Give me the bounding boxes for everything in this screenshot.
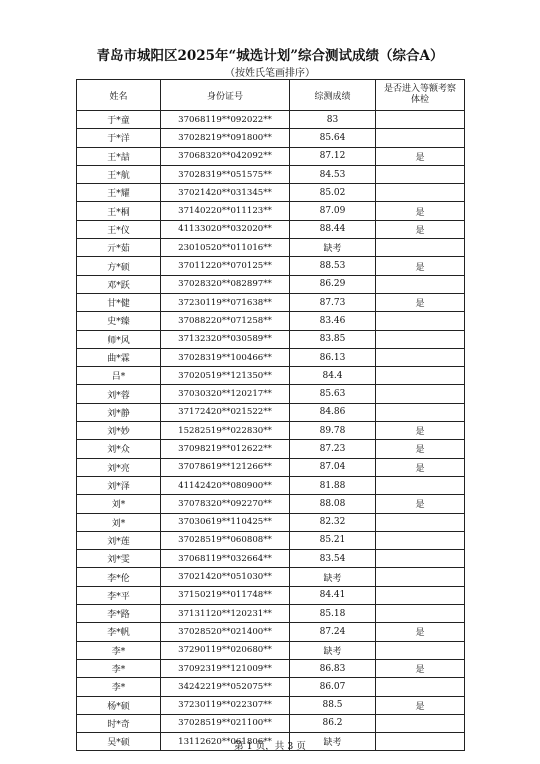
- table-row: [77, 111, 465, 129]
- cell-score: 缺考: [290, 733, 376, 751]
- cell-check: [376, 111, 465, 129]
- cell-id: 37068119**032664**: [161, 550, 290, 568]
- cell-id: 37068320**042092**: [161, 147, 290, 165]
- cell-score: 87.04: [290, 458, 376, 476]
- cell-check: 是: [376, 220, 465, 238]
- cell-name: 刘*众: [77, 440, 161, 458]
- cell-name: 方*硕: [77, 257, 161, 275]
- page-footer: 第 1 页，共 3 页: [234, 741, 306, 752]
- cell-score: 86.83: [290, 659, 376, 677]
- cell-name: 刘*妙: [77, 422, 161, 440]
- cell-check: 是: [376, 458, 465, 476]
- cell-check: [376, 550, 465, 568]
- cell-score: 84.41: [290, 586, 376, 604]
- table-row: [77, 220, 465, 238]
- cell-score: 83.85: [290, 330, 376, 348]
- table-row: [77, 714, 465, 732]
- cell-name: 刘*蓉: [77, 385, 161, 403]
- cell-id: 37021420**051030**: [161, 568, 290, 586]
- cell-id: 37078320**092270**: [161, 495, 290, 513]
- table-row: [77, 293, 465, 311]
- table-row: [77, 330, 465, 348]
- cell-name: 时*奇: [77, 714, 161, 732]
- cell-id: 37230119**071638**: [161, 293, 290, 311]
- cell-id: 37078619**121266**: [161, 458, 290, 476]
- cell-score: 85.21: [290, 531, 376, 549]
- cell-score: 89.78: [290, 422, 376, 440]
- cell-id: 13112620**061806**: [161, 733, 290, 751]
- cell-name: 王*航: [77, 165, 161, 183]
- cell-score: 82.32: [290, 513, 376, 531]
- cell-name: 李*帆: [77, 623, 161, 641]
- cell-name: 甘*健: [77, 293, 161, 311]
- cell-score: 84.4: [290, 367, 376, 385]
- cell-id: 37132320**030589**: [161, 330, 290, 348]
- score-table: [76, 79, 465, 751]
- cell-id: 37011220**070125**: [161, 257, 290, 275]
- table-row: [77, 495, 465, 513]
- cell-name: 王*仪: [77, 220, 161, 238]
- table-row: [77, 568, 465, 586]
- cell-score: 87.24: [290, 623, 376, 641]
- table-row: [77, 422, 465, 440]
- cell-check: [376, 513, 465, 531]
- cell-check: [376, 367, 465, 385]
- table-row: [77, 385, 465, 403]
- cell-score: 86.07: [290, 678, 376, 696]
- table-row: [77, 641, 465, 659]
- cell-id: 37068119**092022**: [161, 111, 290, 129]
- cell-id: 37290119**020680**: [161, 641, 290, 659]
- cell-check: [376, 385, 465, 403]
- cell-check: 是: [376, 257, 465, 275]
- table-body: [77, 111, 465, 751]
- table-row: [77, 147, 465, 165]
- table-row: [77, 678, 465, 696]
- cell-score: 85.64: [290, 129, 376, 147]
- cell-name: 亓*茹: [77, 239, 161, 257]
- table-row: [77, 403, 465, 421]
- cell-check: 是: [376, 623, 465, 641]
- cell-name: 王*耀: [77, 184, 161, 202]
- cell-name: 刘*: [77, 495, 161, 513]
- cell-id: 37028319**100466**: [161, 348, 290, 366]
- cell-id: 37028219**091800**: [161, 129, 290, 147]
- cell-score: 83.46: [290, 312, 376, 330]
- cell-check: 是: [376, 202, 465, 220]
- cell-score: 缺考: [290, 239, 376, 257]
- cell-id: 37021420**031345**: [161, 184, 290, 202]
- cell-name: 李*: [77, 678, 161, 696]
- table-row: [77, 476, 465, 494]
- cell-id: 15282519**022830**: [161, 422, 290, 440]
- cell-id: 37150219**011748**: [161, 586, 290, 604]
- cell-name: 刘*: [77, 513, 161, 531]
- cell-check: [376, 184, 465, 202]
- cell-name: 李*平: [77, 586, 161, 604]
- cell-name: 李*: [77, 641, 161, 659]
- header-check: 是否进入等额考察体检: [376, 80, 465, 111]
- cell-name: 吕*: [77, 367, 161, 385]
- table-row: [77, 202, 465, 220]
- cell-check: [376, 275, 465, 293]
- table-row: [77, 513, 465, 531]
- table-row: [77, 184, 465, 202]
- cell-name: 邓*跃: [77, 275, 161, 293]
- cell-check: [376, 476, 465, 494]
- cell-score: 85.63: [290, 385, 376, 403]
- cell-check: [376, 605, 465, 623]
- cell-score: 85.02: [290, 184, 376, 202]
- table-row: [77, 275, 465, 293]
- table-row: [77, 367, 465, 385]
- cell-id: 37020519**121350**: [161, 367, 290, 385]
- cell-id: 41133020**032020**: [161, 220, 290, 238]
- document-title: 青岛市城阳区2025年“城选计划”综合测试成绩（综合A）: [96, 48, 444, 64]
- cell-name: 于*洋: [77, 129, 161, 147]
- cell-name: 刘*亮: [77, 458, 161, 476]
- header-score: 综测成绩: [290, 80, 376, 111]
- cell-score: 87.09: [290, 202, 376, 220]
- cell-id: 41142420**080900**: [161, 476, 290, 494]
- cell-check: 是: [376, 495, 465, 513]
- table-row: [77, 623, 465, 641]
- cell-name: 刘*莲: [77, 531, 161, 549]
- table-row: [77, 659, 465, 677]
- cell-score: 84.86: [290, 403, 376, 421]
- cell-check: [376, 641, 465, 659]
- cell-score: 85.18: [290, 605, 376, 623]
- cell-id: 37098219**012622**: [161, 440, 290, 458]
- cell-score: 83: [290, 111, 376, 129]
- table-row: [77, 586, 465, 604]
- cell-score: 87.23: [290, 440, 376, 458]
- cell-name: 李*路: [77, 605, 161, 623]
- cell-check: [376, 714, 465, 732]
- cell-id: 37028519**021100**: [161, 714, 290, 732]
- table-row: [77, 531, 465, 549]
- table-row: [77, 348, 465, 366]
- cell-id: 37172420**021522**: [161, 403, 290, 421]
- cell-score: 86.2: [290, 714, 376, 732]
- cell-id: 37088220**071258**: [161, 312, 290, 330]
- cell-score: 88.5: [290, 696, 376, 714]
- cell-check: [376, 568, 465, 586]
- cell-check: [376, 312, 465, 330]
- table-row: [77, 605, 465, 623]
- cell-name: 史*臻: [77, 312, 161, 330]
- cell-score: 86.13: [290, 348, 376, 366]
- cell-name: 吴*硕: [77, 733, 161, 751]
- cell-check: [376, 348, 465, 366]
- table-header-row: [77, 80, 465, 111]
- cell-id: 37028520**021400**: [161, 623, 290, 641]
- table-row: [77, 696, 465, 714]
- cell-name: 师*风: [77, 330, 161, 348]
- document-subtitle: （按姓氏笔画排序）: [225, 68, 315, 79]
- cell-check: 是: [376, 293, 465, 311]
- cell-score: 缺考: [290, 641, 376, 659]
- cell-name: 刘*静: [77, 403, 161, 421]
- cell-id: 23010520**011016**: [161, 239, 290, 257]
- cell-id: 37131120**120231**: [161, 605, 290, 623]
- header-id: 身份证号: [161, 80, 290, 111]
- table-row: [77, 165, 465, 183]
- cell-id: 34242219**052075**: [161, 678, 290, 696]
- cell-name: 王*桐: [77, 202, 161, 220]
- cell-id: 37092319**121009**: [161, 659, 290, 677]
- cell-check: 是: [376, 147, 465, 165]
- table-row: [77, 129, 465, 147]
- cell-score: 88.53: [290, 257, 376, 275]
- cell-name: 曲*霖: [77, 348, 161, 366]
- cell-score: 88.08: [290, 495, 376, 513]
- cell-check: [376, 678, 465, 696]
- cell-id: 37140220**011123**: [161, 202, 290, 220]
- cell-check: 是: [376, 440, 465, 458]
- cell-id: 37030619**110425**: [161, 513, 290, 531]
- table-row: [77, 458, 465, 476]
- cell-check: 是: [376, 696, 465, 714]
- cell-id: 37028519**060808**: [161, 531, 290, 549]
- cell-check: [376, 403, 465, 421]
- cell-id: 37030320**120217**: [161, 385, 290, 403]
- cell-check: [376, 239, 465, 257]
- cell-check: 是: [376, 422, 465, 440]
- cell-score: 86.29: [290, 275, 376, 293]
- header-name: 姓名: [77, 80, 161, 111]
- cell-score: 87.12: [290, 147, 376, 165]
- table-row: [77, 312, 465, 330]
- cell-check: [376, 129, 465, 147]
- cell-name: 刘*泽: [77, 476, 161, 494]
- cell-id: 37028319**051575**: [161, 165, 290, 183]
- cell-score: 81.88: [290, 476, 376, 494]
- table-row: [77, 550, 465, 568]
- cell-score: 83.54: [290, 550, 376, 568]
- cell-check: [376, 165, 465, 183]
- cell-score: 88.44: [290, 220, 376, 238]
- cell-score: 87.73: [290, 293, 376, 311]
- cell-name: 于*童: [77, 111, 161, 129]
- cell-name: 刘*雯: [77, 550, 161, 568]
- cell-id: 37028320**082897**: [161, 275, 290, 293]
- cell-check: [376, 586, 465, 604]
- cell-id: 37230119**022307**: [161, 696, 290, 714]
- cell-check: [376, 531, 465, 549]
- cell-name: 杨*硕: [77, 696, 161, 714]
- cell-score: 缺考: [290, 568, 376, 586]
- table-row: [77, 239, 465, 257]
- table-row: [77, 440, 465, 458]
- cell-check: [376, 330, 465, 348]
- table-row: [77, 257, 465, 275]
- cell-score: 84.53: [290, 165, 376, 183]
- cell-name: 王*喆: [77, 147, 161, 165]
- cell-name: 李*伦: [77, 568, 161, 586]
- cell-name: 李*: [77, 659, 161, 677]
- cell-check: 是: [376, 659, 465, 677]
